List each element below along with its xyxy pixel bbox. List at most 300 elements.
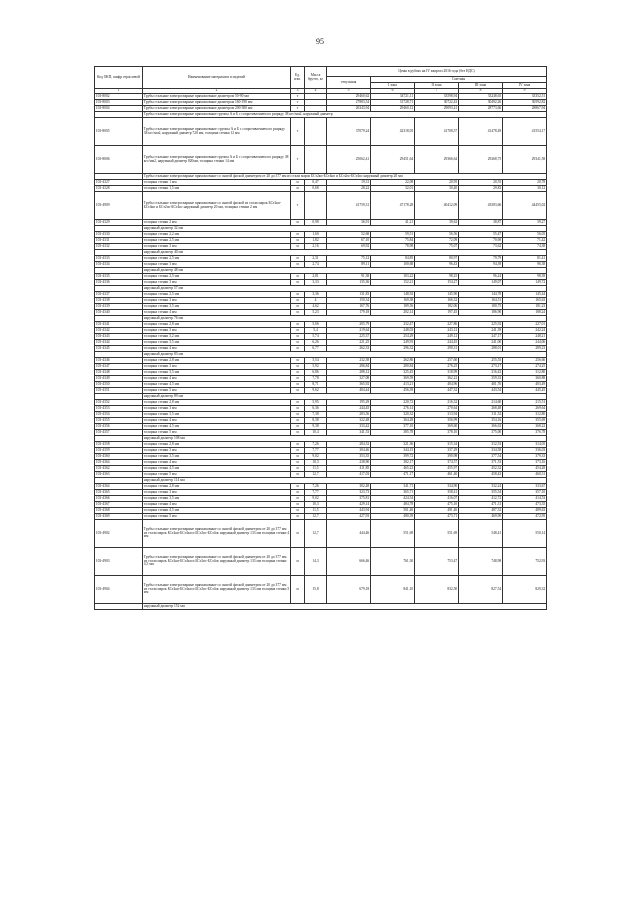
- table-row: [95, 520, 547, 548]
- cell-code: 103-4341: [95, 322, 143, 328]
- cell-name: толщина стенки 3 мм: [143, 262, 291, 268]
- cell-name: толщина стенки 3 мм: [143, 280, 291, 286]
- cell-price: 149,07: [459, 280, 503, 286]
- cell-price: 165,63: [503, 298, 547, 304]
- cell-price: 333,67: [503, 484, 547, 490]
- cell-price: 244,06: [503, 340, 547, 346]
- cell-name: толщина стенки 2,8 мм: [143, 322, 291, 328]
- cell-unit: м: [291, 262, 305, 268]
- cell-code: 103-4335: [95, 274, 143, 280]
- cell-price: 365,92: [327, 382, 371, 388]
- cell-code: 103-4357: [95, 430, 143, 436]
- cell-mass: 9,62: [305, 388, 327, 394]
- cell-code: 103-4348: [95, 370, 143, 376]
- cell-price: 365,71: [371, 490, 415, 496]
- cell-price: 354,16: [459, 418, 503, 424]
- cell-unit: м: [291, 274, 305, 280]
- cell-name: толщина стенки 3 мм: [143, 448, 291, 454]
- price-table: [94, 66, 547, 610]
- cell-code: 103-4904: [95, 576, 143, 604]
- cell-price: 404,96: [415, 382, 459, 388]
- cell-section-name: наружный диаметр 89 мм: [143, 394, 547, 400]
- cell-price: 548,41: [459, 520, 503, 548]
- cell-price: 364,28: [371, 418, 415, 424]
- cell-name: толщина стенки 4 мм: [143, 310, 291, 316]
- cell-price: 145,44: [503, 292, 547, 298]
- cell-name: толщина стенки 5 мм: [143, 430, 291, 436]
- cell-mass: 12,7: [305, 520, 327, 548]
- cell-price: 135,36: [327, 280, 371, 286]
- cell-name: толщина стенки 4,5 мм: [143, 424, 291, 430]
- cell-code: 103-4342: [95, 328, 143, 334]
- cell-price: 91,38: [327, 274, 371, 280]
- cell-price: 197,45: [415, 310, 459, 316]
- cell-unit: м: [291, 466, 305, 472]
- cell-price: 458,43: [459, 472, 503, 478]
- cell-mass: 7,26: [305, 442, 327, 448]
- cell-price: 841,10: [371, 576, 415, 604]
- cell-unit: м: [291, 244, 305, 250]
- cell-price: 375,00: [459, 430, 503, 436]
- cell-section-name: Трубы стальные электросварные прямошовные со снятой фаской диаметром от 20 до 377 мм из стали марок БСт2кп-БСт4кп и БСт2пс-БСт4пс наружный диаметр 20 мм: [143, 174, 547, 180]
- cell-code: 103-4329: [95, 220, 143, 226]
- col-number: 9: [503, 89, 547, 94]
- cell-price: 28,22: [327, 186, 371, 192]
- cell-price: 373,16: [503, 460, 547, 466]
- cell-mass: [305, 118, 327, 146]
- cell-code: 103-4330: [95, 232, 143, 238]
- cell-price: 186,90: [459, 310, 503, 316]
- cell-price: 473,35: [503, 502, 547, 508]
- cell-name: толщина стенки 2,8 мм: [143, 358, 291, 364]
- cell-mass: 5,74: [305, 334, 327, 340]
- cell-price: 78,98: [371, 244, 415, 250]
- cell-name: толщина стенки 4 мм: [143, 376, 291, 382]
- cell-unit: м: [291, 496, 305, 502]
- cell-price: 29460,12: [371, 106, 415, 112]
- cell-name: Трубы стальные электросварные прямошовные: группы А и Б с сопротивлением по разряду 38 кгс/мм2, наружный диаметр 720 мм, толщина стенки 12 мм: [143, 118, 291, 146]
- cell-price: 321,36: [371, 442, 415, 448]
- cell-mass: 2,16: [305, 244, 327, 250]
- cell-price: 26343,94: [327, 106, 371, 112]
- cell-mass: 12,7: [305, 514, 327, 520]
- cell-code: 103-4358: [95, 442, 143, 448]
- cell-price: 378,10: [415, 430, 459, 436]
- table-row: [95, 192, 547, 220]
- cell-mass: 1,60: [305, 232, 327, 238]
- cell-price: 315,34: [415, 442, 459, 448]
- cell-price: 501,46: [371, 508, 415, 514]
- cell-mass: 8,38: [305, 418, 327, 424]
- cell-price: 29451,64: [371, 146, 415, 174]
- cell-price: 227,86: [415, 322, 459, 328]
- cell-code: 103-4369: [95, 514, 143, 520]
- cell-unit: м: [291, 186, 305, 192]
- cell-price: 225,92: [459, 322, 503, 328]
- cell-price: 399,72: [371, 454, 415, 460]
- cell-price: 401,76: [459, 382, 503, 388]
- cell-code: 103-4349: [95, 376, 143, 382]
- cell-unit: м: [291, 576, 305, 604]
- cell-price: 180,75: [459, 304, 503, 310]
- cell-price: 219,64: [327, 328, 371, 334]
- cell-name: толщина стенки 1 мм: [143, 180, 291, 186]
- cell-code: 103-4365: [95, 490, 143, 496]
- cell-price: 145,90: [415, 292, 459, 298]
- cell-price: 98,25: [415, 274, 459, 280]
- col-number: 8: [459, 89, 503, 94]
- cell-price: 280,84: [371, 364, 415, 370]
- cell-price: 148,92: [371, 292, 415, 298]
- cell-price: 471,17: [371, 472, 415, 478]
- cell-mass: 10,4: [305, 430, 327, 436]
- cell-price: 27883,54: [327, 100, 371, 106]
- cell-code: 103-8005: [95, 118, 143, 146]
- cell-name: толщина стенки 4,5 мм: [143, 508, 291, 514]
- cell-price: 443,54: [459, 388, 503, 394]
- cell-code: 103-8002: [95, 94, 143, 100]
- header-zone: I зона: [371, 83, 415, 89]
- cell-price: 75,84: [371, 238, 415, 244]
- cell-mass: [305, 192, 327, 220]
- cell-price: 29341,58: [503, 146, 547, 174]
- cell-price: 44455,02: [503, 192, 547, 220]
- cell-price: 311,52: [459, 412, 503, 418]
- cell-unit: м: [291, 460, 305, 466]
- cell-price: 38,87: [459, 220, 503, 226]
- cell-unit: м: [291, 490, 305, 496]
- cell-price: 412,72: [459, 496, 503, 502]
- cell-price: 360,88: [503, 376, 547, 382]
- cell-name: Трубы стальные электросварные прямошовные диаметром 50-90 мм: [143, 94, 291, 100]
- cell-mass: 6,77: [305, 346, 327, 352]
- cell-price: 484,78: [371, 502, 415, 508]
- cell-unit: м: [291, 340, 305, 346]
- cell-price: 366,63: [459, 424, 503, 430]
- cell-price: 679,18: [327, 576, 371, 604]
- cell-name: толщина стенки 3 мм: [143, 364, 291, 370]
- cell-price: 454,28: [503, 466, 547, 472]
- cell-code: 103-4332: [95, 244, 143, 250]
- cell-name: толщина стенки 3,5 мм: [143, 370, 291, 376]
- cell-name: Трубы стальные электросварные прямошовные со снятой фаской диаметром от 20 до 377 мм из стали марок БСт2кп-БСт4кп и БСт2пс-БСт4пс наружный диаметр 133 мм толщина стенки 4,5 мм: [143, 548, 291, 576]
- cell-price: 327,08: [327, 376, 371, 382]
- cell-price: 270,64: [415, 406, 459, 412]
- cell-code: 103-4364: [95, 484, 143, 490]
- cell-name: Трубы стальные электросварные прямошовные со снятой фаской диаметром от 20 до 377 мм из стали марок БСт2кп-БСт4кп и БСт2пс-БСт4пс наружный диаметр 133 мм толщина стенки 5 мм: [143, 576, 291, 604]
- cell-unit: м: [291, 472, 305, 478]
- cell-price: 318,99: [415, 370, 459, 376]
- cell-name: толщина стенки 2,5 мм: [143, 274, 291, 280]
- cell-price: 288,12: [327, 370, 371, 376]
- cell-price: 29268,75: [459, 146, 503, 174]
- cell-unit: м: [291, 520, 305, 548]
- cell-price: 33352,51: [503, 94, 547, 100]
- cell-price: 262,86: [371, 358, 415, 364]
- cell-price: 248,21: [503, 334, 547, 340]
- cell-mass: 7,77: [305, 448, 327, 454]
- cell-price: 424,54: [371, 496, 415, 502]
- cell-price: 179,18: [327, 310, 371, 316]
- cell-mass: 10,3: [305, 502, 327, 508]
- cell-mass: 10,3: [305, 460, 327, 466]
- cell-name: толщина стенки 4 мм: [143, 502, 291, 508]
- cell-price: 411,85: [327, 466, 371, 472]
- cell-price: 41554,17: [503, 118, 547, 146]
- cell-unit: м: [291, 364, 305, 370]
- header-zone: III зона: [459, 83, 503, 89]
- cell-section-name: наружный диаметр 57 мм: [143, 286, 547, 292]
- cell-price: 40412,09: [415, 192, 459, 220]
- cell-code: 103-4902: [95, 520, 143, 548]
- cell-unit: м: [291, 382, 305, 388]
- cell-price: 47178,28: [371, 192, 415, 220]
- cell-price: 25062,41: [327, 146, 371, 174]
- cell-code: 103-4366: [95, 496, 143, 502]
- cell-price: 32,01: [371, 186, 415, 192]
- cell-price: 181,23: [503, 304, 547, 310]
- cell-price: 471,31: [459, 502, 503, 508]
- cell-price: 469,90: [459, 514, 503, 520]
- cell-price: 248,03: [371, 328, 415, 334]
- cell-price: 276,14: [371, 406, 415, 412]
- cell-unit: м: [291, 310, 305, 316]
- cell-code: 103-4364: [95, 460, 143, 466]
- cell-unit: м: [291, 328, 305, 334]
- cell-mass: 0,98: [305, 220, 327, 226]
- cell-mass: 5,92: [305, 364, 327, 370]
- cell-price: 30492,26: [459, 100, 503, 106]
- cell-mass: 3,36: [305, 292, 327, 298]
- cell-unit: м: [291, 388, 305, 394]
- cell-price: 827,54: [459, 576, 503, 604]
- cell-mass: 9,38: [305, 424, 327, 430]
- cell-code: 103-4338: [95, 298, 143, 304]
- table-header: [95, 67, 547, 94]
- cell-code: 103-4333: [95, 256, 143, 262]
- cell-price: 164,51: [459, 298, 503, 304]
- cell-code: 103-4350: [95, 382, 143, 388]
- section-row: [95, 604, 547, 610]
- cell-price: 369,59: [371, 376, 415, 382]
- cell-price: 257,60: [415, 358, 459, 364]
- cell-price: 429,14: [327, 502, 371, 508]
- cell-unit: м: [291, 358, 305, 364]
- cell-price: 286,84: [327, 364, 371, 370]
- cell-price: 355,69: [503, 418, 547, 424]
- cell-price: 225,37: [327, 334, 371, 340]
- cell-name: толщина стенки 2 мм: [143, 220, 291, 226]
- cell-price: 480,39: [371, 514, 415, 520]
- table-row: [95, 146, 547, 174]
- cell-price: 56,05: [503, 232, 547, 238]
- cell-price: 390,98: [415, 454, 459, 460]
- cell-price: 376,78: [503, 430, 547, 436]
- cell-price: 29,83: [459, 186, 503, 192]
- cell-price: 753,47: [415, 548, 459, 576]
- cell-price: 20,95: [415, 180, 459, 186]
- cell-price: 33248,65: [459, 94, 503, 100]
- cell-price: 276,25: [415, 364, 459, 370]
- cell-price: 36,91: [327, 220, 371, 226]
- cell-price: 473,71: [415, 514, 459, 520]
- cell-mass: 11,5: [305, 508, 327, 514]
- cell-code: 103-4356: [95, 424, 143, 430]
- cell-code: 103-4347: [95, 364, 143, 370]
- cell-section-name: наружный диаметр 108 мм: [143, 436, 547, 442]
- cell-price: 182,06: [415, 304, 459, 310]
- cell-price: 221,25: [327, 340, 371, 346]
- cell-price: 312,80: [503, 412, 547, 418]
- cell-name: толщина стенки 1,5 мм: [143, 186, 291, 192]
- cell-price: 41759,31: [327, 192, 371, 220]
- cell-code: 103-4328: [95, 186, 143, 192]
- cell-mass: 7,77: [305, 490, 327, 496]
- cell-price: 214,60: [459, 400, 503, 406]
- cell-price: 241,39: [459, 328, 503, 334]
- header-unit: Ед. изм.: [291, 67, 305, 89]
- header-name: Наименование материалов и изделий: [143, 67, 291, 89]
- cell-price: 379,33: [503, 454, 547, 460]
- table-row: [95, 548, 547, 576]
- cell-price: 550,14: [503, 520, 547, 548]
- cell-price: 166,32: [415, 298, 459, 304]
- cell-name: толщина стенки 4 мм: [143, 418, 291, 424]
- cell-unit: т: [291, 146, 305, 174]
- cell-price: 29366,64: [415, 146, 459, 174]
- cell-price: 41708,57: [415, 118, 459, 146]
- cell-code: 103-4352: [95, 400, 143, 406]
- cell-price: 283,56: [327, 412, 371, 418]
- cell-price: 30592,82: [503, 100, 547, 106]
- cell-price: 312,80: [503, 370, 547, 376]
- cell-price: 362,22: [415, 376, 459, 382]
- cell-price: 322,48: [327, 418, 371, 424]
- cell-name: толщина стенки 3,2 мм: [143, 334, 291, 340]
- cell-code: 103-4351: [95, 388, 143, 394]
- cell-price: 455,97: [415, 466, 459, 472]
- cell-code: 103-4359: [95, 448, 143, 454]
- col-number: 1: [95, 89, 143, 94]
- cell-unit: м: [291, 424, 305, 430]
- cell-price: 341,53: [327, 430, 371, 436]
- cell-price: 382,17: [371, 460, 415, 466]
- cell-name: толщина стенки 3 мм: [143, 406, 291, 412]
- cell-unit: м: [291, 406, 305, 412]
- table-row: [95, 576, 547, 604]
- cell-price: 189,56: [371, 304, 415, 310]
- cell-unit: м: [291, 304, 305, 310]
- cell-mass: 14,3: [305, 548, 327, 576]
- cell-price: 70,69: [459, 238, 503, 244]
- cell-price: 244,45: [415, 340, 459, 346]
- cell-price: 375,81: [327, 496, 371, 502]
- cell-price: 59,51: [371, 232, 415, 238]
- cell-price: 244,45: [327, 406, 371, 412]
- cell-price: 377,54: [459, 454, 503, 460]
- cell-price: 28867,94: [503, 106, 547, 112]
- cell-price: 154,27: [415, 280, 459, 286]
- cell-code: 103-4354: [95, 412, 143, 418]
- cell-price: 33598,94: [415, 94, 459, 100]
- cell-price: 220,72: [371, 400, 415, 406]
- cell-price: 472,95: [503, 514, 547, 520]
- cell-price: 551,69: [415, 520, 459, 548]
- cell-mass: 4: [305, 298, 327, 304]
- cell-name: толщина стенки 2,8 мм: [143, 484, 291, 490]
- cell-unit: м: [291, 238, 305, 244]
- cell-price: 427,93: [327, 514, 371, 520]
- cell-mass: 5,23: [305, 310, 327, 316]
- cell-price: 74,38: [503, 244, 547, 250]
- cell-unit: м: [291, 418, 305, 424]
- cell-price: 416,07: [415, 496, 459, 502]
- cell-price: 385,78: [371, 430, 415, 436]
- cell-price: 304,46: [327, 448, 371, 454]
- cell-price: 152,21: [371, 280, 415, 286]
- cell-code: 103-4327: [95, 180, 143, 186]
- cell-mass: 0,47: [305, 180, 327, 186]
- cell-price: 94,39: [459, 262, 503, 268]
- cell-price: 358,41: [415, 490, 459, 496]
- cell-code: 103-8006: [95, 146, 143, 174]
- cell-price: 42318,05: [371, 118, 415, 146]
- cell-mass: 7,38: [305, 412, 327, 418]
- cell-name: толщина стенки 2,2 мм: [143, 232, 291, 238]
- cell-section-name: наружный диаметр 48 мм: [143, 268, 547, 274]
- cell-price: 551,69: [371, 520, 415, 548]
- cell-name: толщина стенки 2,5 мм: [143, 238, 291, 244]
- cell-price: 202,14: [371, 310, 415, 316]
- cell-price: 73,62: [459, 244, 503, 250]
- cell-name: толщина стенки 4 мм: [143, 346, 291, 352]
- col-number: 6: [371, 89, 415, 94]
- cell-price: 205,79: [327, 322, 371, 328]
- cell-price: 249,12: [415, 334, 459, 340]
- cell-mass: 5,06: [305, 322, 327, 328]
- cell-section-name: наружный диаметр 40 мм: [143, 250, 547, 256]
- cell-price: 374,57: [415, 460, 459, 466]
- cell-code: 103-4345: [95, 346, 143, 352]
- cell-price: 262,33: [327, 346, 371, 352]
- cell-price: 461,40: [415, 472, 459, 478]
- cell-price: 232,58: [327, 358, 371, 364]
- cell-price: 19,31: [327, 180, 371, 186]
- cell-price: 314,05: [503, 442, 547, 448]
- cell-unit: м: [291, 280, 305, 286]
- cell-mass: 7,78: [305, 376, 327, 382]
- cell-price: 216,32: [415, 400, 459, 406]
- cell-price: 55,47: [459, 232, 503, 238]
- cell-unit: т: [291, 118, 305, 146]
- cell-price: 316,43: [459, 370, 503, 376]
- cell-mass: 9,02: [305, 454, 327, 460]
- cell-price: 369,60: [415, 424, 459, 430]
- cell-price: 284,52: [327, 442, 371, 448]
- cell-name: Трубы стальные электросварные прямошовные диаметром 200-300 мм: [143, 106, 291, 112]
- cell-price: 30722,43: [415, 100, 459, 106]
- cell-price: 89,11: [327, 262, 371, 268]
- cell-code: 103-4360: [95, 454, 143, 460]
- cell-price: 39,27: [503, 220, 547, 226]
- cell-price: 341,71: [371, 484, 415, 490]
- cell-name: толщина стенки 3 мм: [143, 490, 291, 496]
- cell-price: 75,07: [415, 244, 459, 250]
- cell-price: 67,10: [327, 238, 371, 244]
- cell-name: толщина стенки 3 мм: [143, 328, 291, 334]
- cell-unit: м: [291, 442, 305, 448]
- cell-unit: м: [291, 346, 305, 352]
